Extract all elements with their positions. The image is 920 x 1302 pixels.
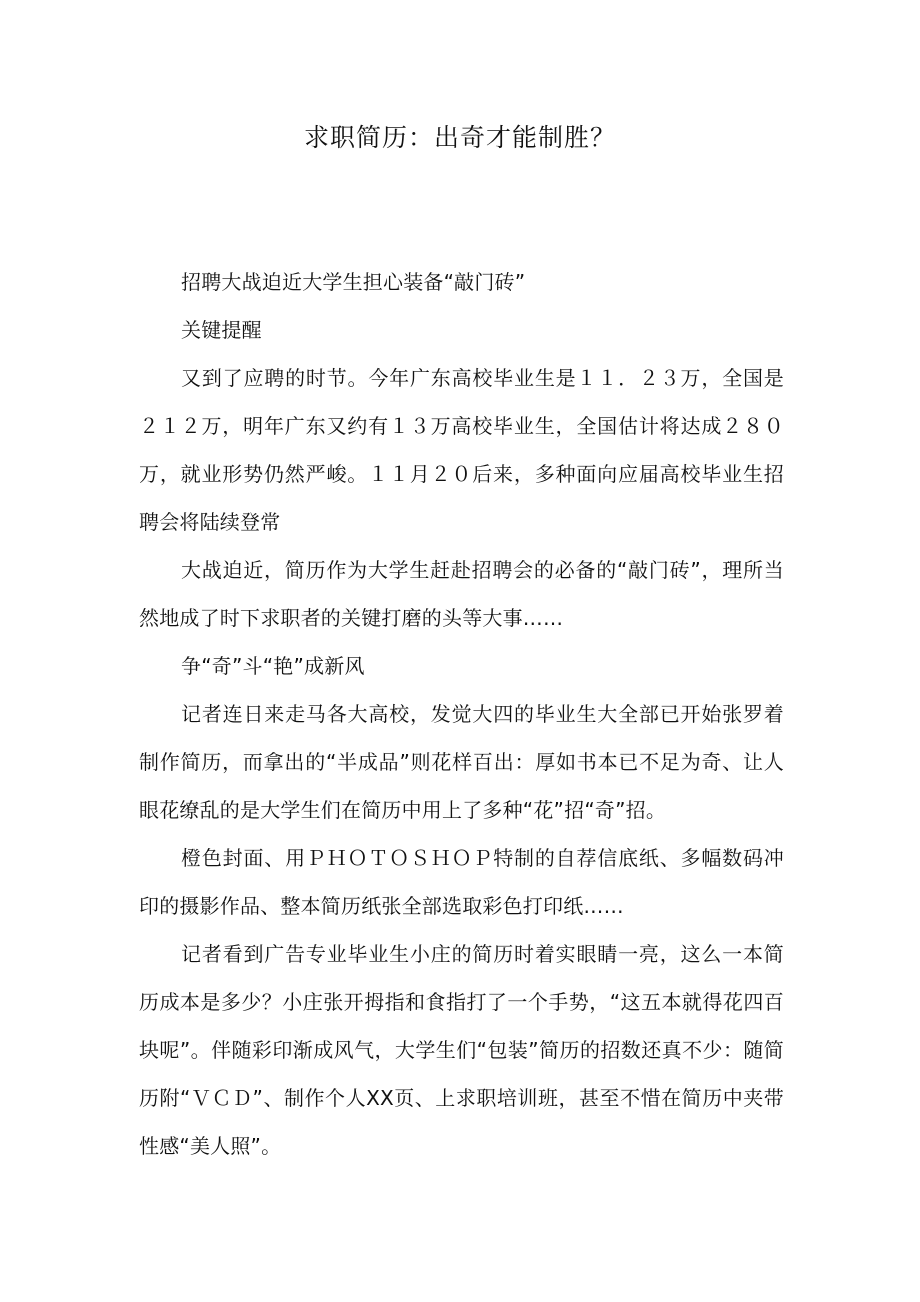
body-paragraph: 又到了应聘的时节。今年广东高校毕业生是１１．２３万，全国是２１２万，明年广东又约有１３万高校毕业生，全国估计将达成２８０万，就业形势仍然严峻。１１月２０后来，多种面向应届高校毕业生招聘会将陆续登常 [139, 366, 784, 534]
section-heading-key-reminder: 关键提醒 [181, 318, 262, 342]
document-title: 求职简历：出奇才能制胜？ [303, 123, 616, 152]
body-paragraph: 大战迫近，简历作为大学生赶赴招聘会的必备的“敲门砖”，理所当然地成了时下求职者的关键打磨的头等大事…… [139, 558, 784, 630]
subtitle-paragraph: 招聘大战迫近大学生担心装备“敲门砖” [181, 270, 526, 294]
section-heading-new-trend: 争“奇”斗“艳”成新风 [181, 654, 365, 678]
body-paragraph: 橙色封面、用ＰＨＯＴＯＳＨＯＰ特制的自荐信底纸、多幅数码冲印的摄影作品、整本简历纸张全部选取彩色打印纸…… [139, 846, 784, 918]
body-paragraph: 记者看到广告专业毕业生小庄的简历时着实眼睛一亮，这么一本简历成本是多少？小庄张开拇指和食指打了一个手势，“这五本就得花四百块呢”。伴随彩印渐成风气，大学生们“包装”简历的招数还真不少：随简历附“ＶＣＤ”、制作个人XX页、上求职培训班，甚至不惜在简历中夹带性感“美人照”。 [139, 942, 784, 1158]
body-paragraph: 记者连日来走马各大高校，发觉大四的毕业生大全部已开始张罗着制作简历，而拿出的“半成品”则花样百出：厚如书本已不足为奇、让人眼花缭乱的是大学生们在简历中用上了多种“花”招“奇”招。 [139, 702, 784, 822]
document-body [139, 258, 784, 1170]
